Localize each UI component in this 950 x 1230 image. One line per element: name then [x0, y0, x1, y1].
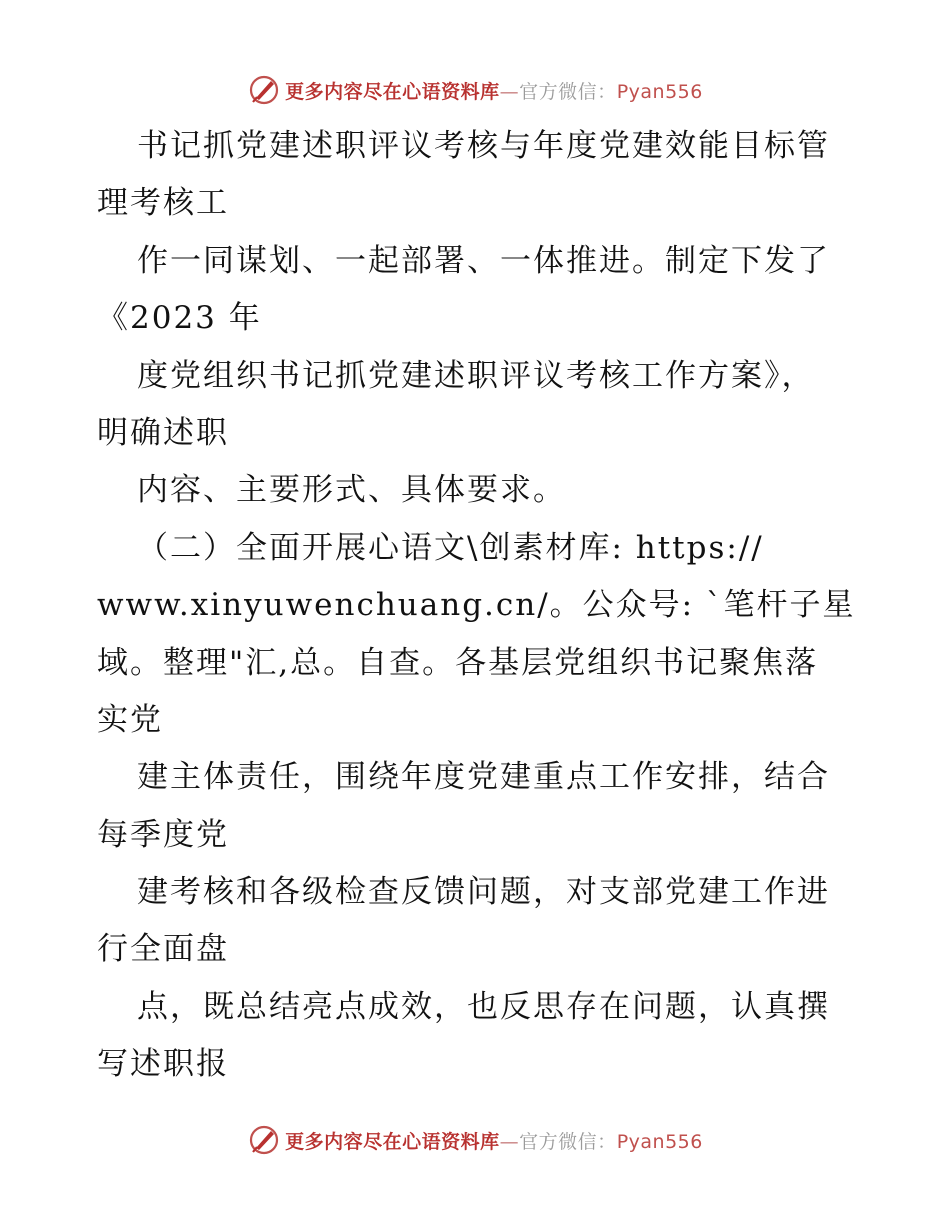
banner-brand: 更多内容尽在心语资料库: [285, 1130, 500, 1153]
banner-dash: —: [499, 1130, 520, 1153]
banner-text: [285, 1127, 703, 1154]
body-line: 书记抓党建述职评议考核与年度党建效能目标管: [137, 128, 830, 164]
body-line: 《2023 年: [97, 300, 262, 337]
body-line: 域。整理"汇,总。自查。各基层党组织书记聚焦落: [97, 644, 819, 681]
body-line: 写述职报: [97, 1046, 229, 1083]
body-line: 行全面盘: [97, 931, 229, 968]
banner-official-label: 官方微信：: [519, 80, 617, 103]
body-line: 作一同谋划、一起部署、一体推进。制定下发了: [137, 242, 830, 279]
footer-banner: [0, 1120, 950, 1160]
quill-pen-logo-icon: [247, 73, 281, 107]
banner-wechat-id: Pyan556: [616, 80, 703, 103]
body-line: （二）全面开展心语文\创素材库: https://: [137, 529, 764, 566]
quill-pen-logo-icon: [247, 1123, 281, 1157]
document-body: [97, 118, 877, 1094]
body-line: 实党: [97, 701, 163, 738]
body-line: 明确述职: [97, 414, 229, 451]
banner-dash: —: [499, 80, 520, 103]
body-line: 理考核工: [97, 185, 229, 222]
header-banner: [0, 70, 950, 110]
body-line: 度党组织书记抓党建述职评议考核工作方案》，: [137, 357, 815, 394]
banner-text: [285, 77, 703, 104]
banner-wechat-id: Pyan556: [616, 1130, 703, 1153]
body-line: 内容、主要形式、具体要求。: [137, 472, 566, 509]
body-line: www.xinyuwenchuang.cn/。公众号: `笔杆子星: [97, 587, 856, 624]
banner-brand: 更多内容尽在心语资料库: [285, 80, 500, 103]
body-line: 建考核和各级检查反馈问题，对支部党建工作进: [137, 874, 830, 911]
banner-official-label: 官方微信：: [519, 1130, 617, 1153]
body-line: 点，既总结亮点成效，也反思存在问题，认真撰: [137, 988, 830, 1025]
body-line: 每季度党: [97, 816, 229, 853]
body-line: 建主体责任，围绕年度党建重点工作安排，结合: [137, 759, 830, 796]
